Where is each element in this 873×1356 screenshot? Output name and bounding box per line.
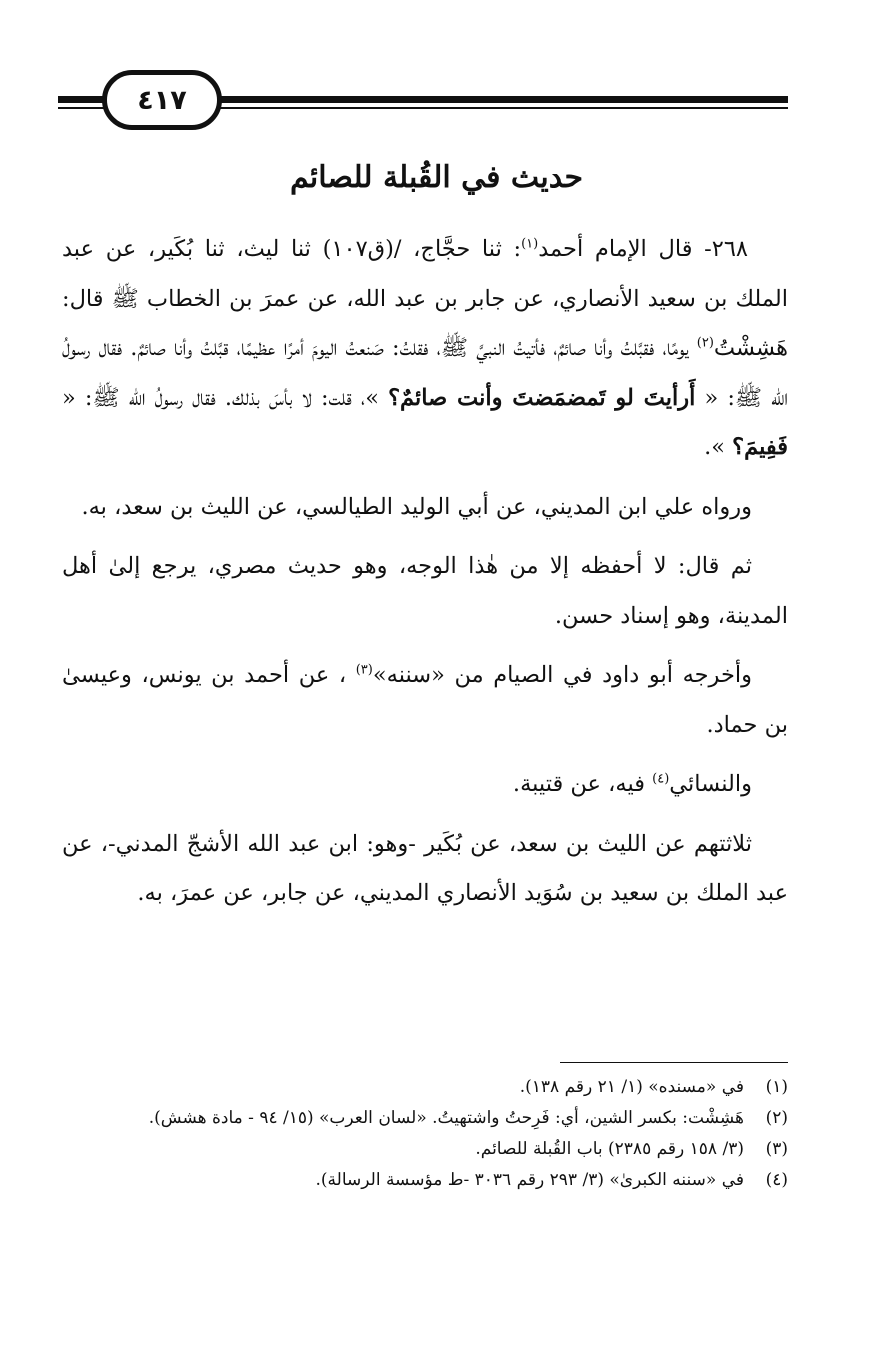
footnote-ref-3: (٣) [355,662,373,678]
paragraph-4-text-b: ، عن أحمد بن يونس، وعيسىٰ بن حماد. [62,662,788,738]
page-number: ٤١٧ [137,84,187,116]
paragraph-6: ثلاثتهم عن الليث بن سعد، عن بُكَير -وهو: ابن عبد الله الأشجّ المدني-، عن عبد الملك بن سعيد بن سُوَيد الأنصاري المديني، عن جابر، عن عمرَ، به. [62,830,788,906]
footnote [58,1134,788,1165]
page-number-badge [102,70,222,130]
hadith-paragraph [62,225,788,473]
hadith-text-5: ». [704,434,733,460]
paragraph-4 [62,651,788,750]
hadith-text-2: : ثنا حجَّاج، /(ق١٠٧) ثنا ليث، ثنا بُكَير، عن عبد الملك بن سعيد الأنصاري، عن جابر بن عبد الله، عن عمرَ بن الخطاب ﷺ قال: هَشِشْتُ [62,236,788,361]
footnote-text: (٣/ ١٥٨ رقم ٢٣٨٥) باب القُبلة للصائم. [475,1139,744,1159]
paragraph-2: ورواه علي ابن المديني، عن أبي الوليد الطيالسي، عن الليث بن سعد، به. [81,493,752,520]
footnote-ref-4: (٤) [652,771,670,787]
footnote [58,1072,788,1103]
paragraph-4-text-a: وأخرجه أبو داود في الصيام من «سننه» [372,662,752,688]
footnote-text: في «سننه الكبرىٰ» (٣/ ٢٩٣ رقم ٣٠٣٦ -ط مؤسسة الرسالة). [315,1170,744,1190]
footnote [58,1165,788,1196]
footnote-number: (٤) [765,1170,788,1190]
footnote-number: (١) [765,1077,788,1097]
page-header [58,70,788,134]
footnotes [58,1072,788,1196]
hadith-quote-2: فَفِيمَ؟ [732,434,788,460]
footnote-number: (٢) [765,1108,788,1128]
footnote-number: (٣) [765,1139,788,1159]
footnote-text: في «مسنده» (١/ ٢١ رقم ١٣٨). [519,1077,744,1097]
footnote [58,1103,788,1134]
paragraph-5-text-b: فيه، عن قتيبة. [512,771,653,797]
section-title: حديث في القُبلة للصائم [289,160,584,195]
footnote-separator [560,1062,788,1063]
paragraph-3: ثم قال: لا أحفظه إلا من هٰذا الوجه، وهو حديث مصري، يرجع إلىٰ أهل المدينة، وهو إسناد حسن. [62,553,788,629]
paragraph-5 [62,760,788,810]
hadith-quote-1: أَرأيتَ لو تَمضمَضتَ وأنت صائمٌ؟ [388,384,696,411]
hadith-text-1: ٢٦٨- قال الإمام أحمد [538,236,748,262]
footnote-ref-1: (١) [521,236,539,252]
paragraph-5-text-a: والنسائي [669,771,752,797]
main-text [62,225,788,929]
footnote-ref-2: (٢) [696,335,714,351]
hadith-text-4: »، قلت: لا بأسَ بذلك. فقال رسولُ الله ﷺ: « [62,384,389,411]
hadith-text-3: يومًا، فقبَّلتُ وأنا صائمٌ، فأتيتُ النبيَّ ﷺ، فقلتُ: صَنعتُ اليومَ أمرًا عظيمًا، قبَّلتُ وأنا صائمٌ. فقال رسولُ الله ﷺ: « [62,335,788,411]
footnote-text: هَشِشْت: بكسر الشين، أي: فَرِحتُ واشتهيتُ. «لسان العرب» (١٥/ ٩٤ - مادة هشش). [148,1108,744,1128]
